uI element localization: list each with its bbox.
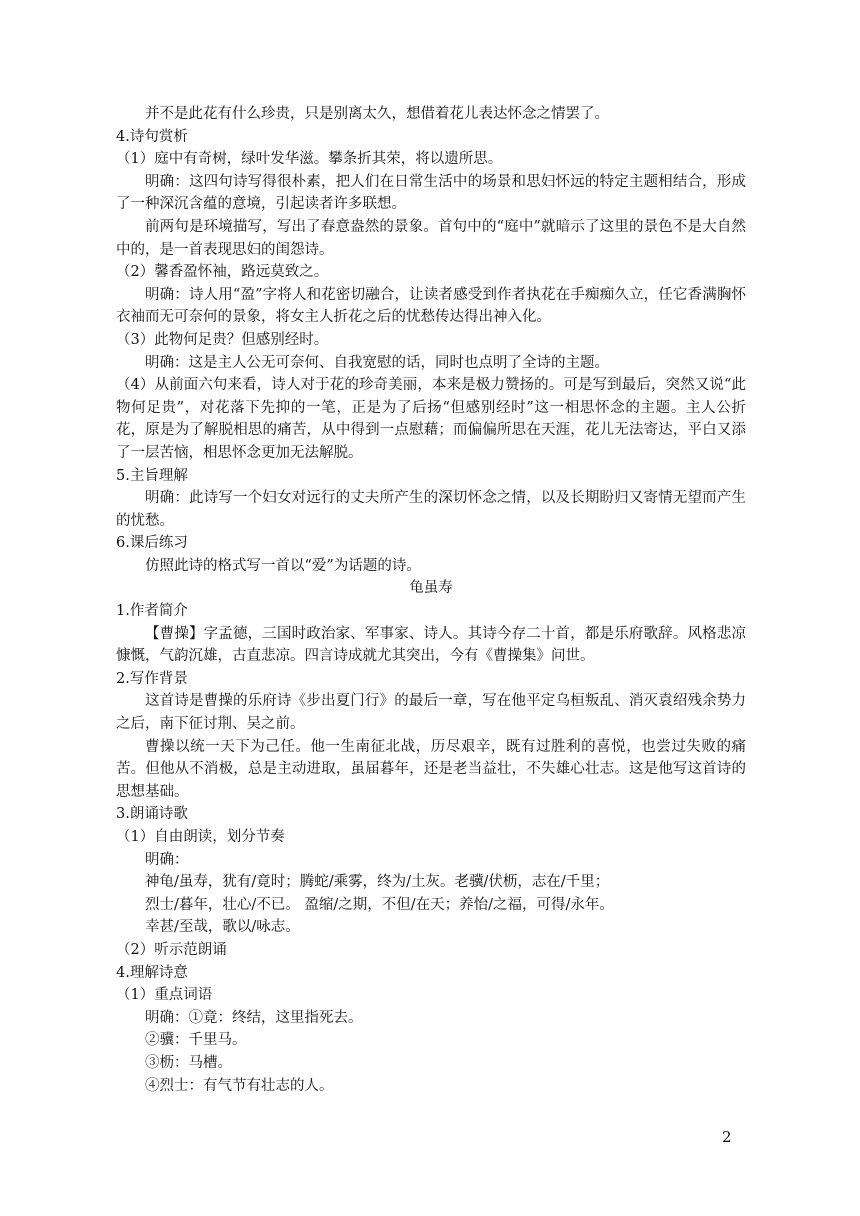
text-line: （2）馨香盈怀袖，路远莫致之。 (116, 264, 329, 281)
text-line: ②骥：千里马。 (145, 1032, 247, 1049)
text-line: 2.写作背景 (116, 670, 188, 687)
text-line: 4.诗句赏析 (116, 128, 188, 145)
text-line: 明确：诗人用“盈”字将人和花密切融合，让读者感受到作者执花在手痴痴久立，任它香满胸怀衣袖而无可奈何的景象，将女主人折花之后的忧愁传达得出神入化。 (116, 286, 746, 326)
text-line: 【曹操】字孟德，三国时政治家、军事家、诗人。其诗今存二十首，都是乐府歌辞。风格悲凉慷慨，气韵沉雄，古直悲凉。四言诗成就尤其突出，今有《曹操集》问世。 (116, 625, 746, 665)
text-line: 神龟/虽寿，犹有/竟时；腾蛇/乘雾，终为/土灰。老骥/伏枥，志在/千里； (145, 874, 610, 891)
text-line: 明确：此诗写一个妇女对远行的丈夫所产生的深切怀念之情，以及长期盼归又寄情无望而产生的忧愁。 (116, 490, 746, 529)
page-number: 2 (722, 1128, 732, 1146)
text-line: 明确：这四句诗写得很朴素，把人们在日常生活中的场景和思妇怀远的特定主题相结合，形成了一种深沉含蕴的意境，引起读者许多联想。 (116, 173, 746, 213)
text-line: 龟虽寿 (409, 580, 453, 597)
text-line: 幸甚/至哉，歌以/咏志。 (145, 919, 300, 936)
text-line: 3.朗诵诗歌 (116, 806, 188, 823)
text-line: （1）庭中有奇树，绿叶发华滋。攀条折其荣，将以遗所思。 (116, 151, 503, 168)
text-line: 1.作者简介 (116, 603, 188, 620)
text-line: 4.理解诗意 (116, 964, 188, 981)
text-line: 前两句是环境描写，写出了春意盎然的景象。首句中的“庭中”就暗示了这里的景色不是大自然中的，是一首表现思妇的闺怨诗。 (116, 218, 746, 258)
text-line: （4）从前面六句来看，诗人对于花的珍奇美丽，本来是极力赞扬的。可是写到最后，突然又说“此物何足贵”，对花落下先抑的一笔，正是为了后扬“但感别经时”这一相思怀念的主题。主人公折花，原是为了解脱相思的痛苦，从中得到一点慰藉；而偏偏所思在天涯，花儿无法寄达，平白又添了一层苦恼，相思怀念更加无法解脱。 (116, 377, 746, 461)
text-line: 明确：这是主人公无可奈何、自我宽慰的话，同时也点明了全诗的主题。 (145, 354, 609, 371)
text-line: ③枥：马槽。 (145, 1054, 232, 1071)
text-line: 6.课后练习 (116, 535, 188, 552)
text-line: ④烈士：有气节有壮志的人。 (145, 1077, 334, 1094)
text-line: 仿照此诗的格式写一首以“爱”为话题的诗。 (145, 557, 421, 574)
text-line: （1）重点词语 (116, 987, 213, 1004)
text-line: （1）自由朗读，划分节奏 (116, 829, 285, 845)
text-line: （2）听示范朗诵 (116, 941, 227, 958)
text-line: 明确： (145, 851, 189, 868)
text-line: 明确：①竟：终结，这里指死去。 (145, 1009, 363, 1026)
text-line: 烈士/暮年，壮心/不已。 盈缩/之期，不但/在天；养怡/之福，可得/永年。 (145, 896, 614, 913)
text-line: 曹操以统一天下为己任。他一生南征北战，历尽艰辛，既有过胜利的喜悦，也尝过失败的痛苦。但他从不消极，总是主动进取，虽届暮年，还是老当益壮，不失雄心壮志。这是他写这首诗的思想基础。 (116, 738, 746, 800)
text-line: （3）此物何足贵？但感别经时。 (116, 331, 329, 348)
text-line: 5.主旨理解 (116, 467, 188, 484)
page-body (116, 103, 746, 1097)
text-line: 这首诗是曹操的乐府诗《步出夏门行》的最后一章，写在他平定乌桓叛乱、消灭袁绍残余势力之后，南下征讨荆、吴之前。 (116, 693, 746, 733)
text-line: 并不是此花有什么珍贵，只是别离太久，想借着花儿表达怀念之情罢了。 (145, 106, 609, 122)
